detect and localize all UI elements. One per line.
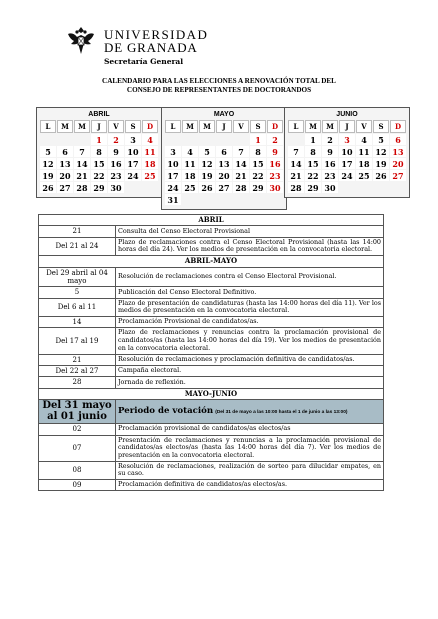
weekday-header: D — [390, 120, 406, 133]
calendar-day — [373, 182, 389, 193]
calendar-day: 11 — [142, 146, 158, 157]
calendar-day: 8 — [91, 146, 107, 157]
calendar-day: 16 — [267, 158, 283, 169]
calendar-day: 18 — [142, 158, 158, 169]
calendar-month-name: JUNIO — [336, 111, 358, 118]
schedule-row — [39, 424, 384, 435]
schedule-row — [39, 365, 384, 376]
schedule-date: 09 — [39, 479, 116, 490]
calendar-day: 27 — [57, 182, 73, 193]
calendar-day: 27 — [216, 182, 232, 193]
calendar-day: 7 — [233, 146, 249, 157]
calendar-day: 25 — [182, 182, 198, 193]
weekday-header: S — [373, 120, 389, 133]
schedule-row — [39, 287, 384, 298]
weekday-header: D — [142, 120, 158, 133]
calendar-month-name: ABRIL — [88, 111, 110, 118]
calendar-day: 27 — [390, 170, 406, 181]
weekday-header: V — [233, 120, 249, 133]
calendar-day: 16 — [322, 158, 338, 169]
calendar-day: 13 — [216, 158, 232, 169]
calendar-day: 5 — [373, 134, 389, 145]
calendar-grid — [164, 119, 284, 206]
calendar-day: 9 — [322, 146, 338, 157]
calendar-day: 23 — [267, 170, 283, 181]
schedule-description-cell: Campaña electoral. — [116, 365, 384, 376]
calendar-day: 4 — [182, 146, 198, 157]
schedule-row — [39, 435, 384, 461]
weekday-header: V — [108, 120, 124, 133]
weekday-header: M — [305, 120, 321, 133]
schedule-row — [39, 317, 384, 328]
calendar-day: 21 — [288, 170, 304, 181]
section-title: ABRIL-MAYO — [39, 256, 384, 267]
calendar-day — [40, 134, 56, 145]
voting-period-note: (Del 31 de mayo a las 10:00 hasta el 1 de junio a las 13:00) — [215, 410, 348, 416]
calendar-day: 3 — [339, 134, 355, 145]
calendar-day: 10 — [125, 146, 141, 157]
schedule-date: 28 — [39, 377, 116, 388]
schedule-description-cell: Proclamación provisional de candidatos/as electos/as — [116, 424, 384, 435]
weekday-header: L — [40, 120, 56, 133]
university-name-line2: DE GRANADA — [104, 40, 198, 55]
schedule-description-cell: Plazo de reclamaciones contra el Censo Electoral Provisional (hasta las 14:00 horas del día 24). Ver los medios de presentación en la convocatoria electoral. — [116, 237, 384, 255]
schedule-row — [39, 479, 384, 490]
calendar-day: 19 — [373, 158, 389, 169]
weekday-header: M — [199, 120, 215, 133]
document-title-line1: CALENDARIO PARA LAS ELECCIONES A RENOVACIÓN TOTAL DEL — [102, 77, 336, 85]
calendar-day — [233, 134, 249, 145]
schedule-date: 14 — [39, 317, 116, 328]
university-logo-icon — [64, 24, 98, 58]
voting-period-row — [39, 400, 384, 424]
calendar-day: 6 — [390, 134, 406, 145]
calendar-day — [199, 194, 215, 205]
calendar-day: 15 — [250, 158, 266, 169]
schedule-description-cell: Plazo de presentación de candidaturas (hasta las 14:00 horas del día 11). Ver los medios de presentación en la convocatoria electoral. — [116, 298, 384, 316]
schedule-date: Del 31 mayo al 01 junio — [39, 400, 116, 424]
calendar-day: 19 — [199, 170, 215, 181]
calendar-day: 30 — [267, 182, 283, 193]
calendar-day: 6 — [57, 146, 73, 157]
schedule-description-cell: Consulta del Censo Electoral Provisional — [116, 226, 384, 237]
calendar-day: 22 — [305, 170, 321, 181]
university-name-line1: UNIVERSIDAD — [104, 27, 209, 42]
weekday-header: S — [250, 120, 266, 133]
schedule-description-cell: Plazo de reclamaciones y renuncias contra la proclamación provisional de candidatos/as (hasta las 14:00 horas del día 19). Ver los medios de presentación en la convocatoria electoral. — [116, 328, 384, 354]
calendar-day: 25 — [142, 170, 158, 181]
schedule-date: 02 — [39, 424, 116, 435]
calendar-day — [216, 194, 232, 205]
weekday-header: J — [91, 120, 107, 133]
calendar-day: 14 — [288, 158, 304, 169]
schedule-date: 07 — [39, 435, 116, 461]
calendar-day: 2 — [322, 134, 338, 145]
calendar-day: 26 — [373, 170, 389, 181]
calendar-day: 14 — [233, 158, 249, 169]
schedule-description-cell: Jornada de reflexión. — [116, 377, 384, 388]
schedule-row — [39, 298, 384, 316]
calendar-grid — [39, 119, 159, 194]
schedule-date: 08 — [39, 461, 116, 479]
weekday-header: M — [322, 120, 338, 133]
schedule-description-cell: Resolución de reclamaciones y proclamación definitiva de candidatos/as. — [116, 354, 384, 365]
calendar-day — [356, 182, 372, 193]
calendar-day: 1 — [250, 134, 266, 145]
calendar-day: 18 — [356, 158, 372, 169]
calendar-day: 20 — [390, 158, 406, 169]
calendar-day: 2 — [267, 134, 283, 145]
calendar-day: 21 — [233, 170, 249, 181]
calendar-day: 30 — [108, 182, 124, 193]
calendar-day: 10 — [339, 146, 355, 157]
weekday-header: J — [339, 120, 355, 133]
calendar-day: 12 — [199, 158, 215, 169]
weekday-header: D — [267, 120, 283, 133]
calendar-day: 11 — [182, 158, 198, 169]
weekday-header: S — [125, 120, 141, 133]
calendar-day: 4 — [356, 134, 372, 145]
calendar-day: 22 — [250, 170, 266, 181]
calendar-day: 17 — [125, 158, 141, 169]
calendar-day: 5 — [199, 146, 215, 157]
schedule-row — [39, 237, 384, 255]
calendar-day: 31 — [165, 194, 181, 205]
calendar-day — [142, 182, 158, 193]
voting-period-label: Periodo de votación — [118, 406, 214, 417]
weekday-header: J — [216, 120, 232, 133]
calendar-day — [233, 194, 249, 205]
calendar-month-name: MAYO — [213, 111, 235, 118]
schedule-date: Del 21 al 24 — [39, 237, 116, 255]
calendar-day: 8 — [250, 146, 266, 157]
schedule-date: Del 22 al 27 — [39, 365, 116, 376]
calendar-day: 1 — [91, 134, 107, 145]
schedule-description-cell: Presentación de reclamaciones y renuncias a la proclamación provisional de candidatos/as electos/as (hasta las 14:00 horas del día 7). Ver los medios de presentación en la convocatoria electoral. — [116, 435, 384, 461]
weekday-header: M — [57, 120, 73, 133]
schedule-date: Del 29 abril al 04 mayo — [39, 267, 116, 287]
schedule-description-cell: Proclamación Provisional de candidatos/as. — [116, 317, 384, 328]
schedule-row — [39, 267, 384, 287]
calendar-day: 1 — [305, 134, 321, 145]
calendar-day: 17 — [165, 170, 181, 181]
weekday-header: M — [74, 120, 90, 133]
calendar-day — [182, 194, 198, 205]
calendar-day: 19 — [40, 170, 56, 181]
calendar-day: 13 — [57, 158, 73, 169]
calendar-day: 13 — [390, 146, 406, 157]
calendar-day: 22 — [91, 170, 107, 181]
calendar-day: 6 — [216, 146, 232, 157]
calendar-day: 10 — [165, 158, 181, 169]
schedule-date: 21 — [39, 226, 116, 237]
calendar-day: 28 — [233, 182, 249, 193]
calendar-day: 12 — [40, 158, 56, 169]
calendar-day: 29 — [305, 182, 321, 193]
schedule-date: 21 — [39, 354, 116, 365]
calendar-day — [390, 182, 406, 193]
calendar-day: 8 — [305, 146, 321, 157]
calendar-day: 29 — [250, 182, 266, 193]
calendar-day — [125, 182, 141, 193]
schedule-section-header — [39, 388, 384, 399]
calendar-day — [57, 134, 73, 145]
calendar-day: 9 — [108, 146, 124, 157]
calendar-day — [339, 182, 355, 193]
calendar-day: 23 — [108, 170, 124, 181]
weekday-header: M — [182, 120, 198, 133]
calendar-day: 23 — [322, 170, 338, 181]
election-schedule-table — [38, 214, 384, 491]
calendar-day: 25 — [356, 170, 372, 181]
calendar-day: 20 — [216, 170, 232, 181]
calendar-grid — [287, 119, 407, 194]
schedule-description-cell: Resolución de reclamaciones contra el Censo Electoral Provisional. — [116, 267, 384, 287]
calendar-day: 9 — [267, 146, 283, 157]
calendar-day: 24 — [339, 170, 355, 181]
calendar-day: 7 — [74, 146, 90, 157]
calendar-day: 28 — [288, 182, 304, 193]
department-name: Secretaría General — [104, 57, 184, 66]
calendar-day: 5 — [40, 146, 56, 157]
calendar-day: 15 — [305, 158, 321, 169]
calendar-april — [36, 107, 162, 198]
schedule-row — [39, 354, 384, 365]
section-title: ABRIL — [39, 215, 384, 226]
weekday-header: L — [288, 120, 304, 133]
calendar-day: 18 — [182, 170, 198, 181]
schedule-section-header — [39, 256, 384, 267]
calendar-day: 3 — [165, 146, 181, 157]
calendar-day: 20 — [57, 170, 73, 181]
schedule-row — [39, 328, 384, 354]
schedule-date: Del 17 al 19 — [39, 328, 116, 354]
section-title: MAYO-JUNIO — [39, 388, 384, 399]
weekday-header: V — [356, 120, 372, 133]
schedule-date: 5 — [39, 287, 116, 298]
calendar-day: 26 — [199, 182, 215, 193]
schedule-row — [39, 377, 384, 388]
schedule-description-cell: Resolución de reclamaciones, realización de sorteo para dilucidar empates, en su caso. — [116, 461, 384, 479]
schedule-description-cell — [116, 400, 384, 424]
schedule-row — [39, 461, 384, 479]
calendar-day — [74, 134, 90, 145]
calendar-day — [250, 194, 266, 205]
calendar-day: 26 — [40, 182, 56, 193]
calendar-day — [216, 134, 232, 145]
schedule-date: Del 6 al 11 — [39, 298, 116, 316]
calendar-day: 29 — [91, 182, 107, 193]
calendar-day: 17 — [339, 158, 355, 169]
calendar-day: 3 — [125, 134, 141, 145]
schedule-description-cell: Proclamación definitiva de candidatos/as electos/as. — [116, 479, 384, 490]
weekday-header: L — [165, 120, 181, 133]
calendar-day — [267, 194, 283, 205]
calendar-day: 4 — [142, 134, 158, 145]
calendar-day: 11 — [356, 146, 372, 157]
document-title-line2: CONSEJO DE REPRESENTANTES DE DOCTORANDOS — [126, 86, 312, 94]
calendar-day: 12 — [373, 146, 389, 157]
calendar-day — [182, 134, 198, 145]
calendar-day: 7 — [288, 146, 304, 157]
calendar-day — [288, 134, 304, 145]
schedule-row — [39, 226, 384, 237]
schedule-section-header — [39, 215, 384, 226]
calendar-day: 15 — [91, 158, 107, 169]
calendar-day — [199, 134, 215, 145]
calendar-day: 2 — [108, 134, 124, 145]
calendar-day: 28 — [74, 182, 90, 193]
calendar-day: 14 — [74, 158, 90, 169]
calendar-day: 30 — [322, 182, 338, 193]
calendar-day: 24 — [165, 182, 181, 193]
calendar-day: 21 — [74, 170, 90, 181]
calendar-day: 24 — [125, 170, 141, 181]
calendar-day — [165, 134, 181, 145]
schedule-description-cell: Publicación del Censo Electoral Definitivo. — [116, 287, 384, 298]
calendar-june — [284, 107, 410, 198]
calendar-may — [161, 107, 287, 210]
calendar-day: 16 — [108, 158, 124, 169]
